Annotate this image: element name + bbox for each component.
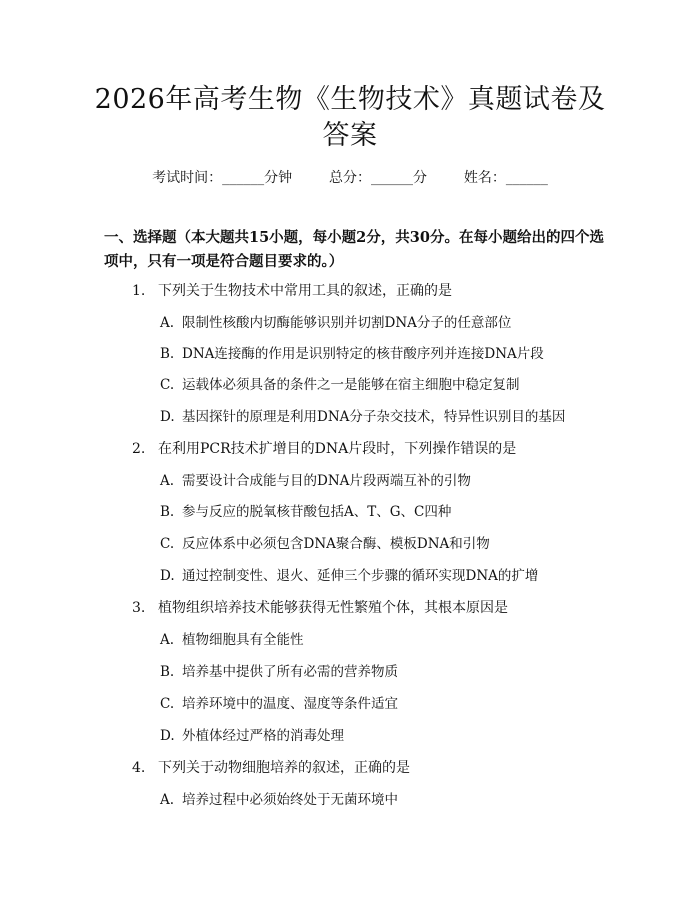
question-4 bbox=[132, 758, 410, 778]
option-letter: A. bbox=[160, 315, 175, 331]
option-text: 运载体必须具备的条件之一是能够在宿主细胞中稳定复制 bbox=[182, 377, 520, 393]
q2-option-b bbox=[160, 502, 451, 522]
option-text: 培养基中提供了所有必需的营养物质 bbox=[182, 664, 398, 680]
score-label: 总分： bbox=[329, 170, 371, 186]
option-text: 培养过程中必须始终处于无菌环境中 bbox=[182, 792, 398, 808]
question-1 bbox=[132, 281, 452, 301]
option-text: 培养环境中的温度、湿度等条件适宜 bbox=[182, 696, 398, 712]
question-text: 下列关于生物技术中常用工具的叙述，正确的是 bbox=[158, 283, 452, 299]
question-number: 1. bbox=[132, 283, 146, 299]
option-letter: B. bbox=[160, 346, 175, 362]
q2-option-d bbox=[160, 566, 538, 586]
q3-option-a bbox=[160, 630, 304, 650]
option-letter: C. bbox=[160, 696, 175, 712]
question-text: 下列关于动物细胞培养的叙述，正确的是 bbox=[158, 760, 410, 776]
option-letter: C. bbox=[160, 377, 175, 393]
section-heading: 一、选择题（本大题共15小题，每小题2分，共30分。在每小题给出的四个选项中，只有一项是符合题目要求的。） bbox=[104, 229, 604, 270]
option-text: 外植体经过严格的消毒处理 bbox=[182, 728, 344, 744]
name-value: ______ bbox=[505, 170, 548, 186]
option-letter: B. bbox=[160, 664, 175, 680]
question-text: 在利用PCR技术扩增目的DNA片段时，下列操作错误的是 bbox=[158, 441, 517, 457]
time-value: ______分钟 bbox=[222, 170, 293, 186]
q1-option-c bbox=[160, 375, 520, 395]
option-letter: C. bbox=[160, 536, 175, 552]
option-text: 基因探针的原理是利用DNA分子杂交技术，特异性识别目的基因 bbox=[182, 409, 566, 425]
option-text: 需要设计合成能与目的DNA片段两端互补的引物 bbox=[182, 473, 471, 489]
question-number: 3. bbox=[132, 600, 146, 616]
option-text: 植物细胞具有全能性 bbox=[182, 632, 304, 648]
option-text: 限制性核酸内切酶能够识别并切割DNA分子的任意部位 bbox=[182, 315, 512, 331]
question-number: 2. bbox=[132, 441, 146, 457]
q3-option-d bbox=[160, 726, 344, 746]
q2-option-c bbox=[160, 534, 490, 554]
page-title: 2026年高考生物《生物技术》真题试卷及答案 bbox=[94, 84, 606, 151]
q3-option-c bbox=[160, 694, 398, 714]
option-letter: D. bbox=[160, 409, 175, 425]
option-text: 反应体系中必须包含DNA聚合酶、模板DNA和引物 bbox=[182, 536, 490, 552]
option-letter: B. bbox=[160, 504, 175, 520]
q1-option-d bbox=[160, 407, 565, 427]
option-letter: D. bbox=[160, 568, 175, 584]
exam-meta bbox=[0, 168, 700, 188]
time-label: 考试时间： bbox=[152, 170, 223, 186]
option-letter: D. bbox=[160, 728, 175, 744]
question-2 bbox=[132, 439, 516, 459]
name-label: 姓名： bbox=[463, 170, 506, 186]
q3-option-b bbox=[160, 662, 398, 682]
q1-option-b bbox=[160, 344, 544, 364]
question-number: 4. bbox=[132, 760, 146, 776]
option-letter: A. bbox=[160, 632, 175, 648]
option-text: 通过控制变性、退火、延伸三个步骤的循环实现DNA的扩增 bbox=[182, 568, 539, 584]
question-3 bbox=[132, 598, 508, 618]
option-letter: A. bbox=[160, 792, 175, 808]
q1-option-a bbox=[160, 313, 511, 333]
q2-option-a bbox=[160, 471, 471, 491]
q4-option-a bbox=[160, 790, 398, 810]
question-text: 植物组织培养技术能够获得无性繁殖个体，其根本原因是 bbox=[158, 600, 508, 616]
option-letter: A. bbox=[160, 473, 175, 489]
option-text: 参与反应的脱氧核苷酸包括A、T、G、C四种 bbox=[182, 504, 452, 520]
score-value: ______分 bbox=[371, 170, 427, 186]
option-text: DNA连接酶的作用是识别特定的核苷酸序列并连接DNA片段 bbox=[182, 346, 544, 362]
